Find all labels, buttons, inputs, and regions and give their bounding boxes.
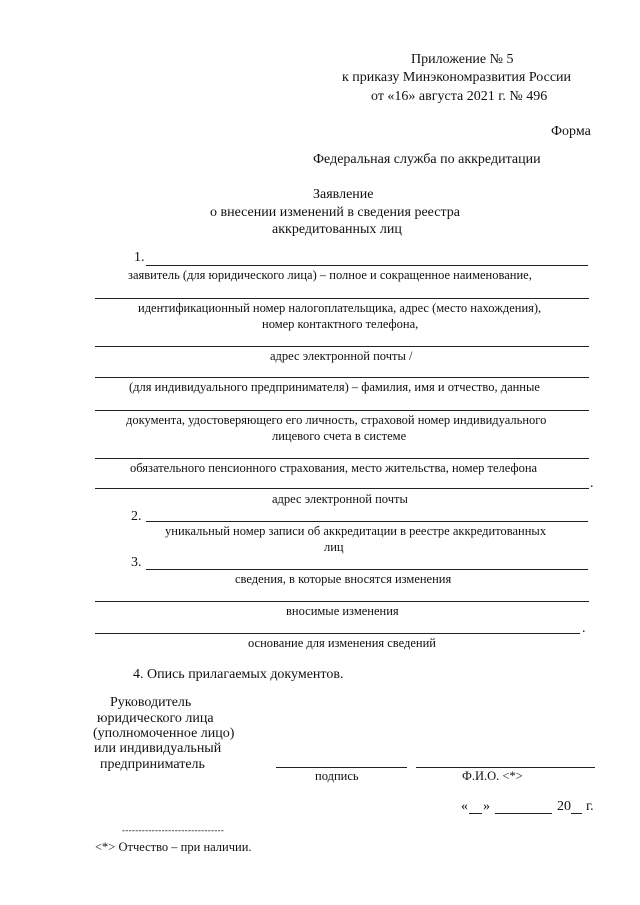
- signer-role-line: или индивидуальный: [94, 741, 222, 756]
- section-2-field-line[interactable]: [146, 521, 588, 522]
- appendix-number: Приложение № 5: [411, 52, 514, 67]
- section-3-field-line[interactable]: [95, 633, 580, 634]
- section-1-field-line[interactable]: [95, 458, 589, 459]
- date-quote-close: »: [483, 799, 490, 814]
- signer-role-line: Руководитель: [110, 695, 192, 710]
- title-line-1: Заявление: [313, 187, 374, 202]
- section-1-field-line[interactable]: [146, 265, 588, 266]
- section-1-number: 1.: [134, 250, 145, 265]
- section-1-caption: номер контактного телефона,: [262, 317, 419, 331]
- agency-name: Федеральная служба по аккредитации: [313, 152, 541, 167]
- section-1-caption: адрес электронной почты /: [270, 349, 413, 363]
- section-1-caption: идентификационный номер налогоплательщика, адрес (место нахождения),: [138, 301, 542, 315]
- section-4-heading: 4. Опись прилагаемых документов.: [133, 667, 344, 682]
- date-quote-open: «: [461, 799, 468, 814]
- footnote-separator: -------------------------------: [122, 825, 225, 835]
- section-3-field-line[interactable]: [146, 569, 588, 570]
- section-1-field-line[interactable]: [95, 298, 589, 299]
- section-1-caption: (для индивидуального предпринимателя) – фамилия, имя и отчество, данные: [129, 380, 540, 394]
- year-prefix: 20: [557, 799, 571, 814]
- year-suffix-field[interactable]: [571, 813, 582, 814]
- date-day-field[interactable]: [469, 813, 482, 814]
- section-1-caption: заявитель (для юридического лица) – полное и сокращенное наименование,: [128, 268, 532, 282]
- section-2-caption: уникальный номер записи об аккредитации в реестре аккредитованных: [165, 524, 547, 538]
- order-reference: к приказу Минэкономразвития России: [342, 70, 572, 85]
- section-1-field-line[interactable]: [95, 346, 589, 347]
- section-3-caption: сведения, в которые вносятся изменения: [235, 572, 452, 586]
- section-1-caption: адрес электронной почты: [272, 492, 408, 506]
- year-suffix: г.: [586, 799, 594, 814]
- section-1-field-line[interactable]: [95, 377, 589, 378]
- footnote-text: <*> Отчество – при наличии.: [95, 840, 252, 854]
- signature-caption: подпись: [315, 769, 359, 783]
- order-date: от «16» августа 2021 г. № 496: [371, 89, 548, 104]
- signature-field-line[interactable]: [276, 767, 407, 768]
- signer-role-line: юридического лица: [97, 711, 214, 726]
- form-label: Форма: [551, 124, 591, 139]
- section-1-caption: документа, удостоверяющего его личность, страховой номер индивидуального: [126, 413, 547, 427]
- signer-role-line: (уполномоченное лицо): [93, 726, 235, 741]
- full-name-caption: Ф.И.О. <*>: [462, 769, 523, 783]
- full-name-field-line[interactable]: [416, 767, 595, 768]
- title-line-2: о внесении изменений в сведения реестра: [210, 205, 460, 220]
- section-1-period: .: [590, 476, 594, 491]
- signer-role-line: предприниматель: [100, 757, 205, 772]
- section-3-field-line[interactable]: [95, 601, 589, 602]
- section-1-caption: обязательного пенсионного страхования, место жительства, номер телефона: [130, 461, 538, 475]
- section-3-caption: основание для изменения сведений: [248, 636, 436, 650]
- section-3-number: 3.: [131, 555, 142, 570]
- section-2-caption: лиц: [324, 540, 344, 554]
- section-3-caption: вносимые изменения: [286, 604, 399, 618]
- section-3-period: .: [582, 621, 586, 636]
- title-line-3: аккредитованных лиц: [272, 222, 402, 237]
- date-month-field[interactable]: [495, 813, 552, 814]
- section-1-field-line[interactable]: [95, 488, 589, 489]
- section-1-field-line[interactable]: [95, 410, 589, 411]
- section-2-number: 2.: [131, 509, 142, 524]
- section-1-caption: лицевого счета в системе: [272, 429, 407, 443]
